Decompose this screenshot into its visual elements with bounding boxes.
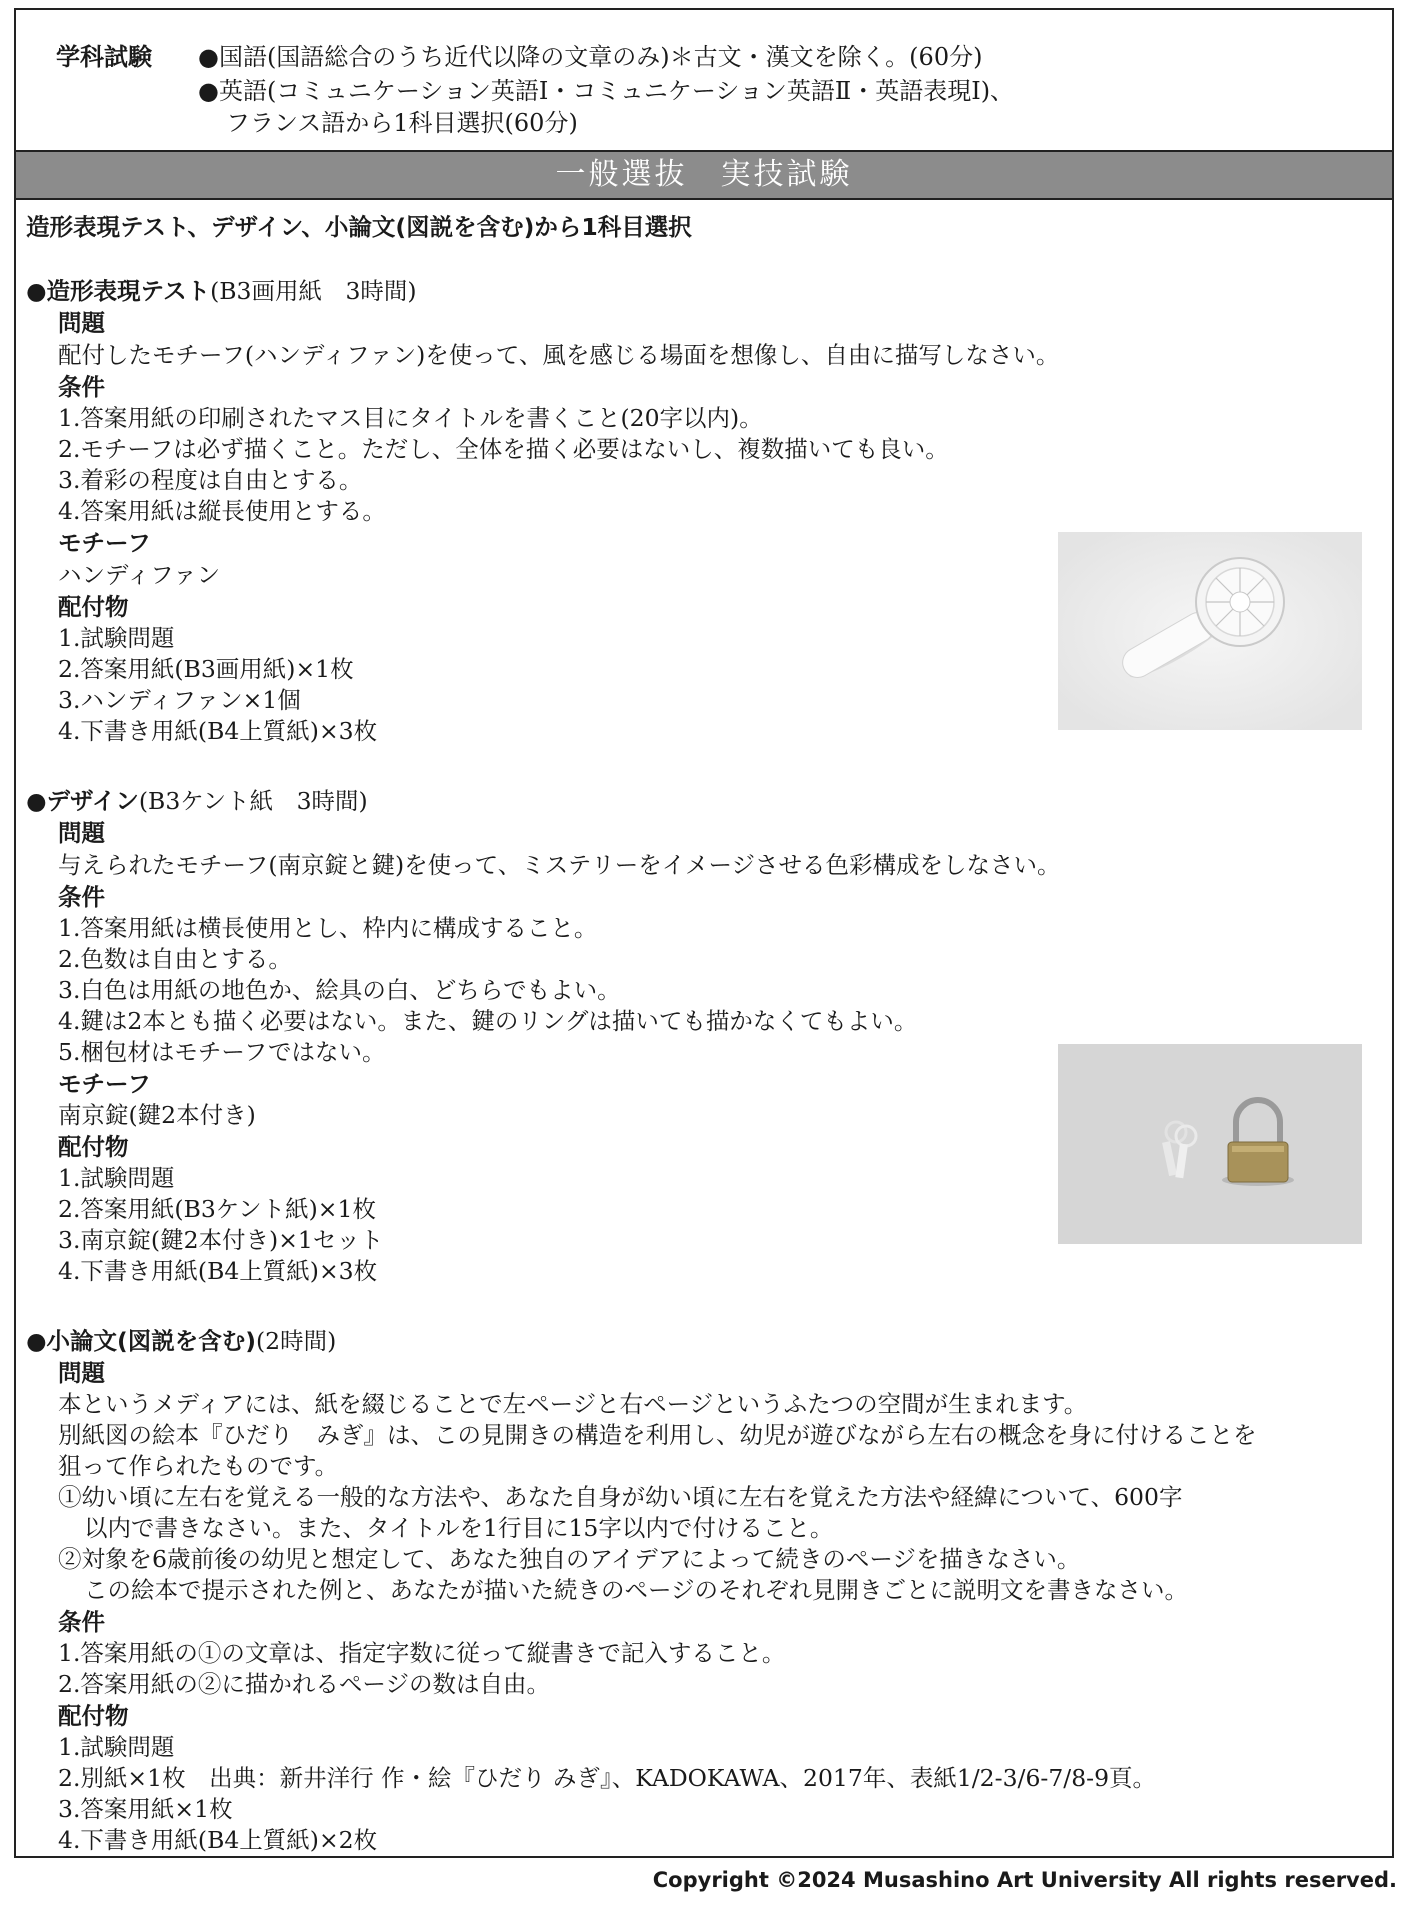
shoronbun-mondai-1: 本というメディアには、紙を綴じることで左ページと右ページというふたつの空間が生まれます。 xyxy=(58,1390,1088,1418)
intro-text: 造形表現テスト、デザイン、小論文(図説を含む)から1科目選択 xyxy=(26,213,692,241)
design-joken-label: 条件 xyxy=(58,883,105,911)
zokei-motif: ハンディファン xyxy=(58,561,221,589)
english-exam-line-2: フランス語から1科目選択(60分) xyxy=(226,109,578,137)
shoronbun-mondai-3: 狙って作られたものです。 xyxy=(58,1452,339,1480)
shoronbun-haifu-1: 1.試験問題 xyxy=(58,1733,175,1761)
zokei-joken-2: 2.モチーフは必ず描くこと。ただし、全体を描く必要はないし、複数描いても良い。 xyxy=(58,435,949,463)
zokei-title: ●造形表現テスト xyxy=(26,277,211,305)
shoronbun-mondai-4: ①幼い頃に左右を覚える一般的な方法や、あなた自身が幼い頃に左右を覚えた方法や経緯について、600字 xyxy=(58,1483,1183,1511)
zokei-meta: (B3画用紙 3時間) xyxy=(210,277,417,305)
zokei-mondai-label: 問題 xyxy=(58,309,105,337)
padlock-photo xyxy=(1058,1044,1362,1244)
shoronbun-joken-2: 2.答案用紙の②に描かれるページの数は自由。 xyxy=(58,1670,550,1698)
zokei-joken-label: 条件 xyxy=(58,373,105,401)
exam-frame xyxy=(14,8,1394,1858)
zokei-mondai: 配付したモチーフ(ハンディファン)を使って、風を感じる場面を想像し、自由に描写しなさい。 xyxy=(58,341,1060,369)
shoronbun-mondai-7: この絵本で提示された例と、あなたが描いた続きのページのそれぞれ見開きごとに説明文を書きなさい。 xyxy=(84,1576,1189,1604)
shoronbun-haifu-4: 4.下書き用紙(B4上質紙)×2枚 xyxy=(58,1826,378,1854)
section-title: 一般選抜 実技試験 xyxy=(16,152,1392,200)
zokei-haifu-2: 2.答案用紙(B3画用紙)×1枚 xyxy=(58,655,354,683)
shoronbun-joken-1: 1.答案用紙の①の文章は、指定字数に従って縦書きで記入すること。 xyxy=(58,1639,786,1667)
shoronbun-joken-label: 条件 xyxy=(58,1608,105,1636)
shoronbun-title: ●小論文(図説を含む) xyxy=(26,1327,256,1355)
design-haifu-2: 2.答案用紙(B3ケント紙)×1枚 xyxy=(58,1195,376,1223)
shoronbun-haifu-3: 3.答案用紙×1枚 xyxy=(58,1795,233,1823)
design-haifu-1: 1.試験問題 xyxy=(58,1164,175,1192)
design-haifu-label: 配付物 xyxy=(58,1133,129,1161)
subject-label: 学科試験 xyxy=(56,43,152,71)
copyright-notice: Copyright ©2024 Musashino Art University All rights reserved. xyxy=(652,1868,1397,1892)
shoronbun-mondai-2: 別紙図の絵本『ひだり みぎ』は、この見開きの構造を利用し、幼児が遊びながら左右の概念を身に付けることを xyxy=(58,1421,1257,1449)
design-joken-1: 1.答案用紙は横長使用とし、枠内に構成すること。 xyxy=(58,914,598,942)
zokei-haifu-1: 1.試験問題 xyxy=(58,624,175,652)
design-joken-5: 5.梱包材はモチーフではない。 xyxy=(58,1038,386,1066)
design-heading xyxy=(26,786,368,816)
handy-fan-icon xyxy=(1058,532,1362,730)
shoronbun-mondai-5: 以内で書きなさい。また、タイトルを1行目に15字以内で付けること。 xyxy=(84,1514,834,1542)
zokei-motif-label: モチーフ xyxy=(58,529,151,557)
written-exam-row xyxy=(16,10,1392,152)
shoronbun-mondai-label: 問題 xyxy=(58,1359,105,1387)
shoronbun-heading xyxy=(26,1326,336,1356)
design-joken-4: 4.鍵は2本とも描く必要はない。また、鍵のリングは描いても描かなくてもよい。 xyxy=(58,1007,918,1035)
design-motif: 南京錠(鍵2本付き) xyxy=(58,1101,256,1129)
design-meta: (B3ケント紙 3時間) xyxy=(138,787,368,815)
zokei-haifu-label: 配付物 xyxy=(58,593,129,621)
practical-exam-body xyxy=(16,200,1392,1856)
zokei-joken-1: 1.答案用紙の印刷されたマス目にタイトルを書くこと(20字以内)。 xyxy=(58,404,763,432)
design-mondai-label: 問題 xyxy=(58,819,105,847)
handy-fan-photo xyxy=(1058,532,1362,730)
english-exam-line-1: ●英語(コミュニケーション英語Ⅰ・コミュニケーション英語Ⅱ・英語表現Ⅰ)、 xyxy=(198,77,1015,105)
design-joken-3: 3.白色は用紙の地色か、絵具の白、どちらでもよい。 xyxy=(58,976,621,1004)
shoronbun-haifu-label: 配付物 xyxy=(58,1702,129,1730)
zokei-haifu-3: 3.ハンディファン×1個 xyxy=(58,686,301,714)
design-motif-label: モチーフ xyxy=(58,1070,151,1098)
shoronbun-mondai-6: ②対象を6歳前後の幼児と想定して、あなた独自のアイデアによって続きのページを描きなさい。 xyxy=(58,1545,1081,1573)
design-mondai: 与えられたモチーフ(南京錠と鍵)を使って、ミステリーをイメージさせる色彩構成をしなさい。 xyxy=(58,851,1061,879)
design-title: ●デザイン xyxy=(26,787,139,815)
zokei-joken-4: 4.答案用紙は縦長使用とする。 xyxy=(58,497,386,525)
zokei-haifu-4: 4.下書き用紙(B4上質紙)×3枚 xyxy=(58,717,378,745)
shoronbun-haifu-2: 2.別紙×1枚 出典：新井洋行 作・絵『ひだり みぎ』、KADOKAWA、2017年、表紙1/2-3/6-7/8-9頁。 xyxy=(58,1764,1157,1792)
zokei-joken-3: 3.着彩の程度は自由とする。 xyxy=(58,466,363,494)
zokei-heading xyxy=(26,276,417,306)
design-joken-2: 2.色数は自由とする。 xyxy=(58,945,292,973)
japanese-exam-line: ●国語(国語総合のうち近代以降の文章のみ)＊古文・漢文を除く。(60分) xyxy=(198,43,983,71)
padlock-icon xyxy=(1058,1044,1362,1244)
design-haifu-4: 4.下書き用紙(B4上質紙)×3枚 xyxy=(58,1257,378,1285)
design-haifu-3: 3.南京錠(鍵2本付き)×1セット xyxy=(58,1226,384,1254)
shoronbun-meta: (2時間) xyxy=(256,1327,337,1355)
